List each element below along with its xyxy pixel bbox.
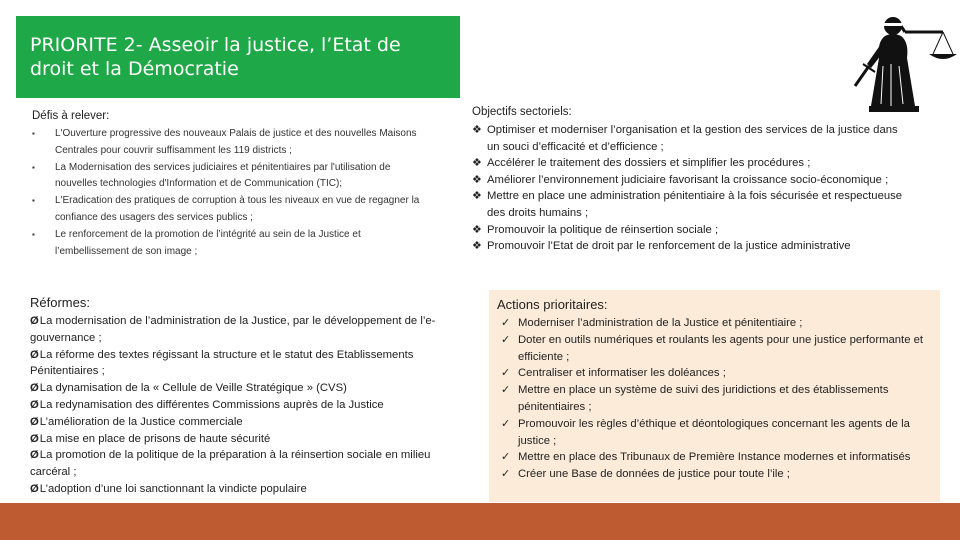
challenges-section (32, 108, 432, 260)
bullet-icon: ▪ (32, 229, 35, 239)
objectives-list (472, 122, 912, 255)
list-item: ØLa réforme des textes régissant la structure et le statut des Etablissements Pénitentiaires ; (30, 348, 414, 378)
footer-bar (0, 503, 960, 540)
challenges-heading: Défis à relever: (32, 110, 110, 122)
diamond-marker-icon: ❖ (472, 173, 482, 186)
diamond-marker-icon: ❖ (472, 223, 482, 236)
list-item: ✓ Doter en outils numériques et roulants les agents pour une justice performante et efficiente ; (501, 333, 924, 363)
list-item: ❖ Promouvoir l’Etat de droit par le renforcement de la justice administrative (472, 238, 912, 255)
list-item: ▪ La Modernisation des services judiciaires et pénitentiaires par l'utilisation de nouvelles technologies d'Information et de Communication (TIC); (32, 161, 391, 190)
checkmark-icon: ✓ (501, 468, 511, 481)
objectives-heading: Objectifs sectoriels: (472, 106, 572, 118)
reforms-heading: Réformes: (30, 295, 90, 310)
slide-title: PRIORITE 2- Asseoir la justice, l’Etat de droit et la Démocratie (30, 34, 401, 80)
title-banner (16, 16, 460, 98)
list-item: ❖ Mettre en place une administration pénitentiaire à la fois sécurisée et respectueuse des droits humains ; (472, 190, 903, 219)
challenges-list (32, 126, 432, 260)
arrow-marker-icon: Ø (30, 482, 39, 495)
list-item: ØLa redynamisation des différentes Commissions auprès de la Justice (30, 398, 384, 411)
priority-actions-list (497, 315, 930, 483)
arrow-marker-icon: Ø (30, 398, 39, 411)
list-item: ØLa dynamisation de la « Cellule de Veille Stratégique » (CVS) (30, 382, 347, 395)
list-item: ❖ Promouvoir la politique de réinsertion sociale ; (472, 222, 912, 239)
checkmark-icon: ✓ (501, 451, 511, 464)
bullet-icon: ▪ (32, 196, 35, 206)
arrow-marker-icon: Ø (30, 415, 39, 428)
list-item: ❖ Accélérer le traitement des dossiers et simplifier les procédures ; (472, 155, 912, 172)
list-item: ❖ Améliorer l’environnement judiciaire favorisant la croissance socio-économique ; (472, 172, 912, 189)
list-item: ØL’amélioration de la Justice commerciale (30, 415, 243, 428)
diamond-marker-icon: ❖ (472, 124, 482, 136)
checkmark-icon: ✓ (501, 367, 511, 380)
lady-justice-icon (825, 6, 960, 114)
arrow-marker-icon: Ø (30, 449, 39, 462)
priority-actions-section (489, 290, 940, 502)
list-item: ØLa modernisation de l’administration de la Justice, par le développement de l’e-gouvernance ; (30, 315, 436, 344)
list-item: ❖ Optimiser et moderniser l’organisation et la gestion des services de la justice dans un souci d’efficacité et d’efficience ; (472, 124, 898, 153)
checkmark-icon: ✓ (501, 317, 511, 329)
priority-actions-heading: Actions prioritaires: (497, 297, 608, 312)
list-item: ✓ Promouvoir les règles d’éthique et déontologiques concernant les agents de la justice ; (501, 417, 910, 447)
list-item: ▪ Le renforcement de la promotion de l’intégrité au sein de la Justice et l’embellissement de son image ; (32, 228, 361, 257)
list-item: ØLa promotion de la politique de la préparation à la réinsertion sociale en milieu carcéral ; (30, 449, 431, 479)
checkmark-icon: ✓ (501, 417, 511, 430)
reforms-section (30, 294, 462, 498)
arrow-marker-icon: Ø (30, 348, 39, 361)
bullet-icon: ▪ (32, 129, 35, 138)
bullet-icon: ▪ (32, 162, 35, 172)
arrow-marker-icon: Ø (30, 432, 39, 445)
list-item: ✓ Mettre en place un système de suivi des juridictions et des établissements pénitentiaires ; (501, 384, 889, 413)
arrow-marker-icon: Ø (30, 315, 39, 327)
list-item: ØLa mise en place de prisons de haute sécurité (30, 432, 271, 445)
list-item: ✓ Moderniser l’administration de la Justice et pénitentiaire ; (497, 315, 930, 332)
diamond-marker-icon: ❖ (472, 190, 482, 203)
checkmark-icon: ✓ (501, 384, 511, 397)
list-item: ✓ Créer une Base de données de justice pour toute l’ile ; (497, 466, 930, 483)
diamond-marker-icon: ❖ (472, 240, 482, 253)
list-item: ✓ Mettre en place des Tribunaux de Première Instance modernes et informatisés (497, 449, 930, 466)
list-item: ▪ L'Eradication des pratiques de corruption à tous les niveaux en vue de regagner la confiance des usagers des services publics ; (32, 195, 420, 223)
reforms-list (30, 313, 462, 498)
objectives-section (472, 104, 912, 255)
diamond-marker-icon: ❖ (472, 157, 482, 170)
checkmark-icon: ✓ (501, 333, 511, 346)
list-item: ØL’adoption d’une loi sanctionnant la vindicte populaire (30, 482, 307, 495)
list-item: ▪ L'Ouverture progressive des nouveaux Palais de justice et des nouvelles Maisons Centrales pour couvrir suffisamment les 119 districts ; (32, 128, 417, 156)
list-item: ✓ Centraliser et informatiser les doléances ; (497, 365, 930, 382)
arrow-marker-icon: Ø (30, 382, 39, 395)
